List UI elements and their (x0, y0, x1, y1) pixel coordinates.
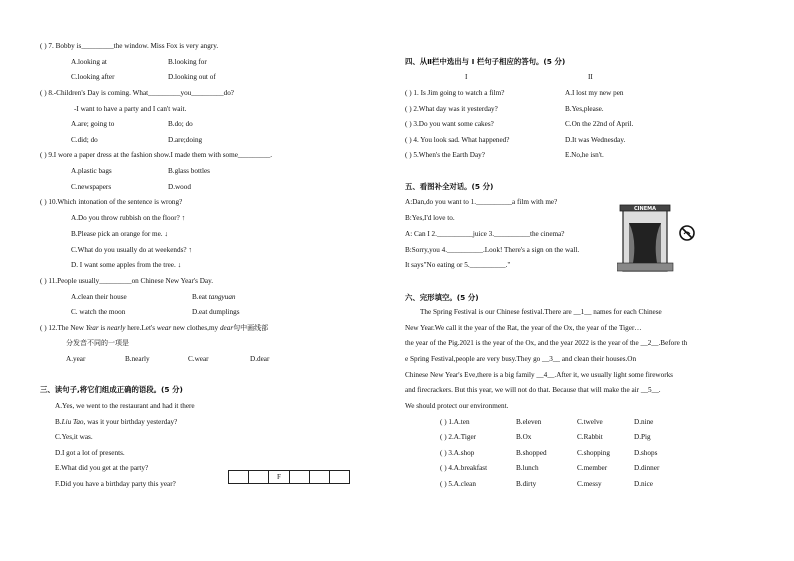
q7-option-c: C.looking after (71, 73, 115, 81)
sec6-option-1-b: B.eleven (516, 418, 542, 426)
sec4-row-2-question: ( ) 2.What day was it yesterday? (405, 105, 498, 113)
q7-option-b: B.looking for (168, 58, 207, 66)
answer-cell[interactable] (330, 471, 349, 483)
q8-option-c: C.did; do (71, 136, 98, 144)
section-4-title: 四、从Ⅱ栏中选出与 I 栏句子相应的答句。(5 分) (405, 57, 566, 66)
q12-option-d: D.dear (250, 355, 270, 363)
sec6-option-5-c: C.messy (577, 480, 602, 488)
q8-stem: ( ) 8.-Children's Day is coming. What_________you_________do? (40, 89, 235, 97)
q10-option-b: B.Please pick an orange for me. ↓ (71, 230, 168, 238)
q8-option-a: A.are; going to (71, 120, 115, 128)
q8-option-b: B.do; do (168, 120, 193, 128)
sec6-option-3-d: D.shops (634, 449, 658, 457)
sec4-row-2-answer: B.Yes,please. (565, 105, 604, 113)
sec3-sentence-c: C.Yes,it was. (55, 433, 93, 441)
sec5-line-4: B:Sorry,you 4.__________.Look! There's a sign on the wall. (405, 246, 580, 254)
sec4-row-1-question: ( ) 1. Is Jim going to watch a film? (405, 89, 505, 97)
sec4-col-2-header: II (588, 73, 593, 81)
q7-option-d: D.looking out of (168, 73, 216, 81)
sec4-row-4-answer: D.It was Wednesday. (565, 136, 626, 144)
sec6-option-4-c: C.member (577, 464, 608, 472)
q12-stem: ( ) 12.The New Year is nearly here.Let's wear new clothes,my dear句中画线部 (40, 324, 269, 332)
sec4-row-3-answer: C.On the 22nd of April. (565, 120, 634, 128)
sec6-option-2-a: ( ) 2.A.Tiger (440, 433, 477, 441)
q12-option-b: B.nearly (125, 355, 150, 363)
q9-option-d: D.wood (168, 183, 191, 191)
sec6-option-1-d: D.nine (634, 418, 654, 426)
q10-option-c: C.What do you usually do at weekends? ↑ (71, 246, 192, 254)
sec6-option-4-d: D.dinner (634, 464, 660, 472)
q10-option-d: D. I want some apples from the tree. ↓ (71, 261, 182, 269)
q12-option-a: A.year (66, 355, 86, 363)
q11-option-d: D.eat dumplings (192, 308, 240, 316)
sec6-option-3-c: C.shopping (577, 449, 610, 457)
q9-option-a: A.plastic bags (71, 167, 112, 175)
sec6-option-3-a: ( ) 3.A.shop (440, 449, 475, 457)
q10-stem: ( ) 10.Which intonation of the sentence is wrong? (40, 198, 183, 206)
sec4-col-1-header: I (465, 73, 468, 81)
sec6-option-5-a: ( ) 5.A.clean (440, 480, 476, 488)
sec6-option-2-b: B.Ox (516, 433, 532, 441)
q11-option-a: A.clean their house (71, 293, 127, 301)
q11-stem: ( ) 11.People usually_________on Chinese New Year's Day. (40, 277, 214, 285)
sec6-option-1-a: ( ) 1.A.ten (440, 418, 470, 426)
sec6-passage-line-1: The Spring Festival is our Chinese festival.There are __1__ names for each Chinese (420, 308, 662, 316)
sec6-option-1-c: C.twelve (577, 418, 603, 426)
sec6-passage-line-7: We should protect our environment. (405, 402, 509, 410)
sec4-row-1-answer: A.I lost my new pen (565, 89, 624, 97)
q7-option-a: A.looking at (71, 58, 107, 66)
q9-stem: ( ) 9.I wore a paper dress at the fashion show.I made them with some_________. (40, 151, 273, 159)
sec3-sentence-f: F.Did you have a birthday party this year? (55, 480, 176, 488)
answer-cell[interactable] (290, 471, 310, 483)
section-6-title: 六、完形填空。(5 分) (405, 293, 479, 302)
q12-option-c: C.wear (188, 355, 209, 363)
q7-stem: ( ) 7. Bobby is_________the window. Miss Fox is very angry. (40, 42, 219, 50)
q9-option-b: B.glass bottles (168, 167, 210, 175)
sec6-option-5-b: B.dirty (516, 480, 537, 488)
answer-cell[interactable] (229, 471, 249, 483)
q8-sub: -I want to have a party and I can't wait. (74, 105, 187, 113)
sec3-sentence-a: A.Yes, we went to the restaurant and had it there (55, 402, 195, 410)
cinema-picture (617, 201, 697, 273)
section-3-title: 三、读句子,将它们组成正确的语段。(5 分) (40, 385, 183, 394)
sec6-option-2-c: C.Rabbit (577, 433, 603, 441)
sec6-option-3-b: B.shopped (516, 449, 547, 457)
sec4-row-3-question: ( ) 3.Do you want some cakes? (405, 120, 494, 128)
sec5-line-3: A: Can I 2.__________juice 3.__________the cinema? (405, 230, 565, 238)
q11-option-c: C. watch the moon (71, 308, 126, 316)
sec6-passage-line-2: New Year.We call it the year of the Rat, the year of the Ox, the year of the Tiger… (405, 324, 642, 332)
q10-option-a: A.Do you throw rubbish on the floor? ↑ (71, 214, 186, 222)
sec4-row-5-question: ( ) 5.When's the Earth Day? (405, 151, 485, 159)
sec6-passage-line-5: Chinese New Year's Eve,there is a big family __4__.After it, we usually light some fireworks (405, 371, 673, 379)
sec6-passage-line-3: the year of the Pig.2021 is the year of the Ox, and the year 2022 is the year of the __2__.Before th (405, 339, 688, 347)
sec5-line-5: It says"No eating or 5.__________." (405, 261, 511, 269)
q12-stem-line2: 分发音不同的一项是 (66, 339, 129, 347)
q9-option-c: C.newspapers (71, 183, 112, 191)
sec6-option-4-b: B.lunch (516, 464, 539, 472)
answer-cell[interactable]: F (269, 471, 289, 483)
answer-cell[interactable] (249, 471, 269, 483)
answer-grid (228, 470, 350, 484)
sec6-option-2-d: D.Pig (634, 433, 651, 441)
section-5-title: 五、看图补全对话。(5 分) (405, 182, 494, 191)
answer-cell[interactable] (310, 471, 330, 483)
sec6-passage-line-4: e Spring Festival,people are very busy.They go __3__ and clean their houses.On (405, 355, 637, 363)
q11-option-b: B.eat tangyuan (192, 293, 236, 301)
cinema-sign-text: CINEMA (634, 206, 656, 212)
q8-option-d: D.are;doing (168, 136, 203, 144)
sec6-option-4-a: ( ) 4.A.breakfast (440, 464, 488, 472)
sec3-sentence-b: B.Liu Tao, was it your birthday yesterday? (55, 418, 178, 426)
sec3-sentence-e: E.What did you get at the party? (55, 464, 149, 472)
sec5-line-2: B:Yes,I'd love to. (405, 214, 455, 222)
no-eating-sign-icon (680, 226, 694, 240)
sec6-passage-line-6: and firecrackers. But this year, we will not do that. Because that will make the air __5__. (405, 386, 661, 394)
sec4-row-5-answer: E.No,he isn't. (565, 151, 604, 159)
sec5-line-1: A:Dan,do you want to 1.__________a film with me? (405, 198, 558, 206)
sec4-row-4-question: ( ) 4. You look sad. What happened? (405, 136, 510, 144)
sec6-option-5-d: D.nice (634, 480, 653, 488)
sec3-sentence-d: D.I got a lot of presents. (55, 449, 125, 457)
